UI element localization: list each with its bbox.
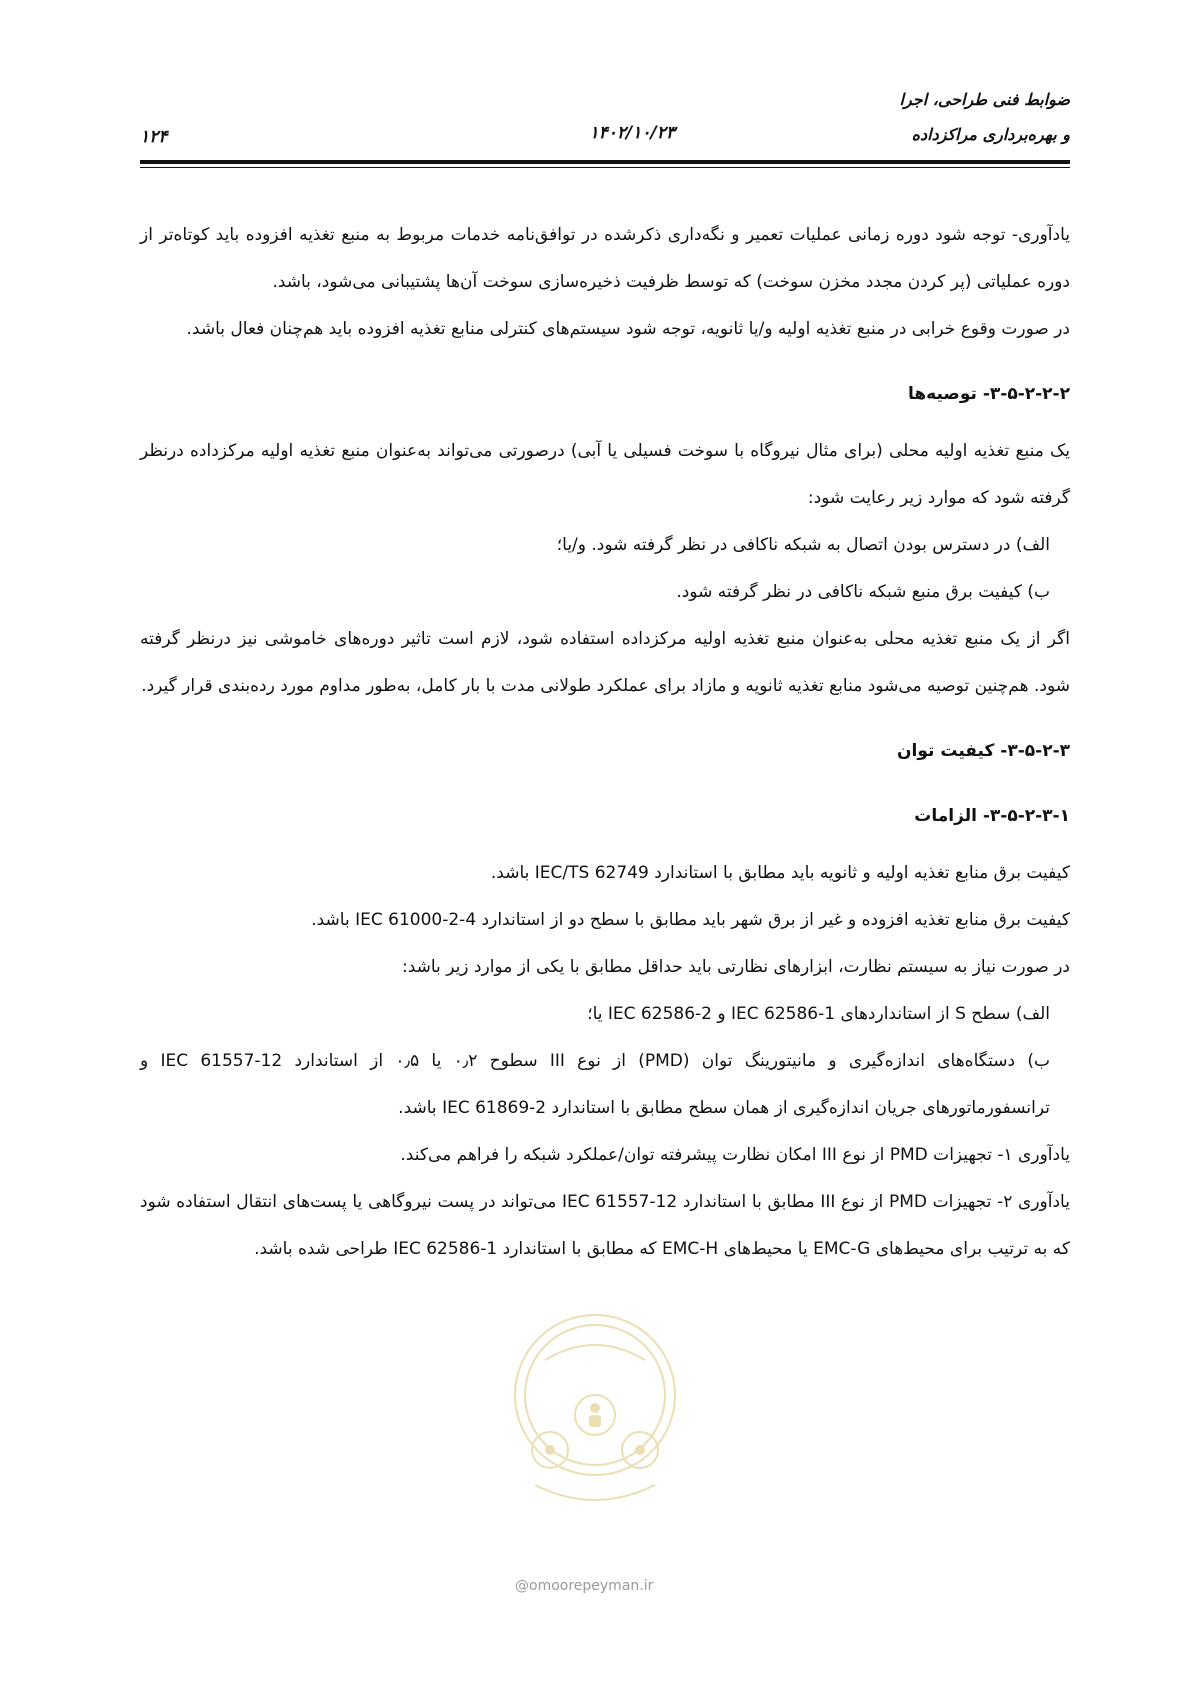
page-header xyxy=(140,80,1070,170)
paragraph-outage-periods: اگر از یک منبع تغذیه محلی به‌عنوان منبع تغذیه اولیه مرکزداده استفاده شود، لازم است تاثیر دوره‌های خاموشی نیز درنظر گرفته شود. هم‌چنین توصیه می‌شود منابع تغذیه ثانویه و مازاد برای عملکرد طولانی مدت با بار کامل، به‌طور مداوم مورد رده‌بندی قرار گیرد. xyxy=(140,629,1070,696)
header-date: ۱۴۰۲/۱۰/۲۳ xyxy=(589,123,675,143)
body-content xyxy=(140,212,1070,1273)
paragraph-primary-quality: کیفیت برق منابع تغذیه اولیه و ثانویه باید مطابق با استاندارد IEC/TS 62749 باشد. xyxy=(490,863,1070,883)
section-heading-requirements: ۳-۵-۲-۳-۱- الزامات xyxy=(914,806,1070,826)
list-item-a: الف) در دسترس بودن اتصال به شبکه ناکافی در نظر گرفته شود. و/یا؛ xyxy=(556,535,1050,555)
note-paragraph-fuel: یادآوری- توجه شود دوره زمانی عملیات تعمیر و نگه‌داری ذکرشده در توافق‌نامه خدمات مربوط به منبع تغذیه افزوده باید کوتاه‌تر از دوره عملیاتی (پر کردن مجدد مخزن سوخت) که توسط ظرفیت ذخیره‌سازی سوخت آن‌ها پشتیبانی می‌شود، باشد. xyxy=(140,225,1070,292)
list-item-b: ب) کیفیت برق منبع شبکه ناکافی در نظر گرفته شود. xyxy=(676,582,1050,602)
note-1: یادآوری ۱- تجهیزات PMD از نوع III امکان نظارت پیشرفته توان/عملکرد شبکه را فراهم می‌کند. xyxy=(400,1145,1070,1165)
watermark-site: @omoorepeyman.ir xyxy=(515,1578,654,1594)
page-number: ۱۲۴ xyxy=(140,127,168,147)
header-rule-thick xyxy=(140,160,1070,164)
watermark-logo-icon xyxy=(505,1300,685,1530)
paragraph-additional-quality: کیفیت برق منابع تغذیه افزوده و غیر از برق شهر باید مطابق با سطح دو از استاندارد IEC 61000-2-4 باشد. xyxy=(311,910,1070,930)
list-item-pmd: ب) دستگاه‌های اندازه‌گیری و مانیتورینگ توان (PMD) از نوع III سطوح ۰٫۲ یا ۰٫۵ از استاندارد IEC 61557-12 و ترانسفورماتورهای جریان اندازه‌گیری از همان سطح مطابق با استاندارد IEC 61869-2 باشد. xyxy=(140,1051,1050,1118)
list-item-level-s: الف) سطح S از استانداردهای IEC 62586-1 و IEC 62586-2 یا؛ xyxy=(587,1004,1050,1024)
paragraph-local-supply: یک منبع تغذیه اولیه محلی (برای مثال نیروگاه با سوخت فسیلی یا آبی) درصورتی می‌تواند به‌عنوان منبع تغذیه اولیه مرکزداده درنظر گرفته شود که موارد زیر رعایت شود: xyxy=(140,441,1070,508)
section-heading-power-quality: ۳-۵-۲-۳- کیفیت توان xyxy=(897,741,1070,761)
header-rule-thin xyxy=(140,167,1070,168)
header-title-line1: ضوابط فنی طراحی، اجرا xyxy=(899,90,1070,109)
header-title-line2: و بهره‌برداری مراکزداده xyxy=(911,125,1070,144)
note-2: یادآوری ۲- تجهیزات PMD از نوع III مطابق با استاندارد IEC 61557-12 می‌تواند در پست نیروگاهی یا پست‌های انتقال استفاده شود که به ترتیب برای محیط‌های EMC-G یا محیط‌های EMC-H که مطابق با استاندارد IEC 62586-1 طراحی شده باشد. xyxy=(140,1192,1070,1259)
paragraph-monitoring: در صورت نیاز به سیستم نظارت، ابزارهای نظارتی باید حداقل مطابق با یکی از موارد زیر باشد: xyxy=(401,957,1070,977)
section-heading-recommendations: ۳-۵-۲-۲-۲- توصیه‌ها xyxy=(908,384,1070,404)
paragraph-failure-control: در صورت وقوع خرابی در منبع تغذیه اولیه و/یا ثانویه، توجه شود سیستم‌های کنترلی منابع تغذیه افزوده باید هم‌چنان فعال باشد. xyxy=(186,319,1070,339)
